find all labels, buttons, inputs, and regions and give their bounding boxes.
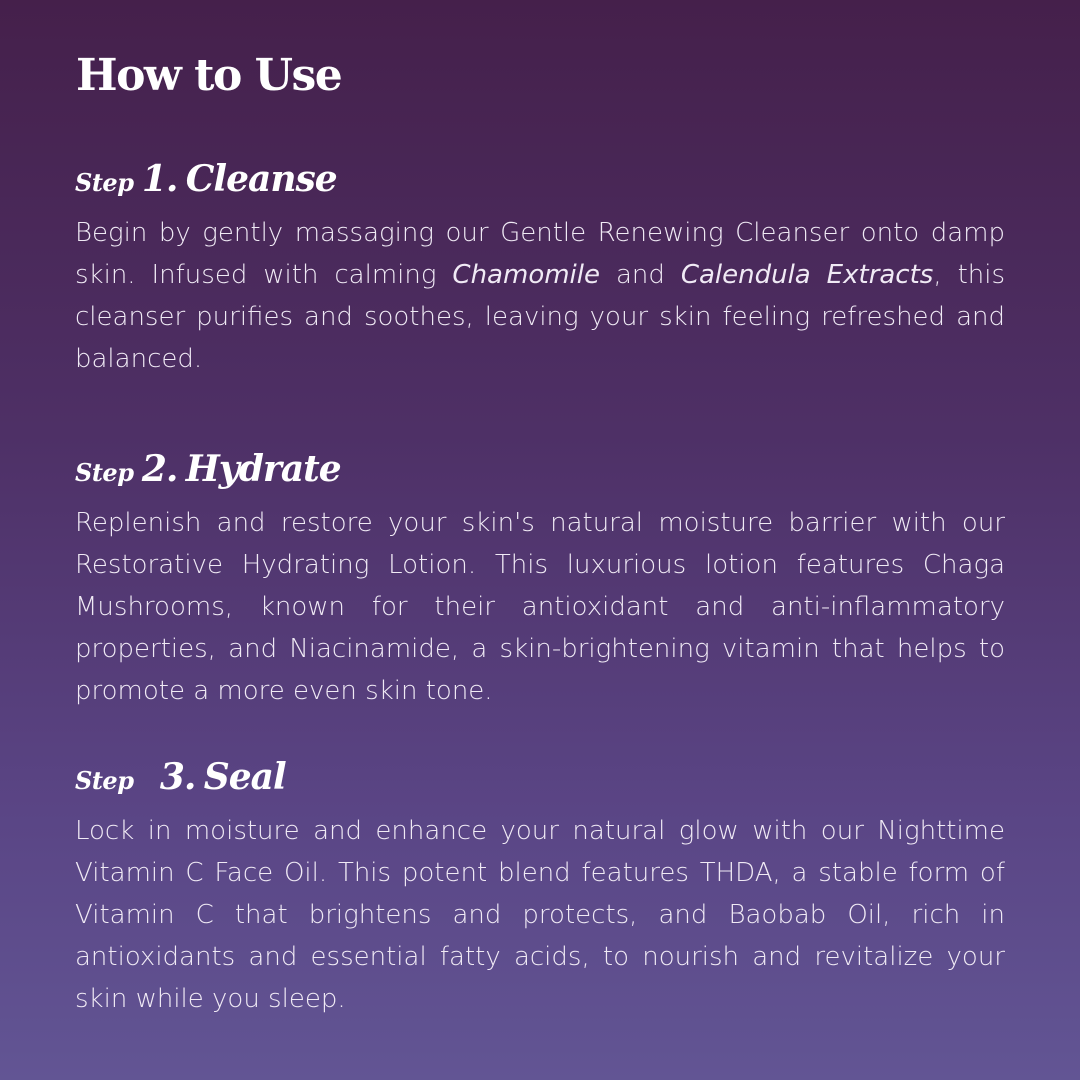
step-name: Cleanse xyxy=(185,158,337,200)
step-number: 2. xyxy=(141,448,178,490)
step-number: 1. xyxy=(141,158,178,200)
step-description: Lock in moisture and enhance your natural glow with our Nighttime Vitamin C Face Oil. This potent blend features THDA, a stable form of Vitamin C that brightens and protects, and Baobab Oil, rich in antioxidants and essential fatty acids, to nourish and revitalize your skin while you sleep. xyxy=(75,815,1005,1014)
step-heading xyxy=(75,758,1005,798)
step-label: Step xyxy=(75,766,134,795)
step-description-text: Begin by gently massaging our Gentle Renewing Cleanser onto damp skin. Infused with calming xyxy=(75,217,1005,290)
step-label: Step xyxy=(75,458,134,487)
step-label: Step xyxy=(75,168,134,197)
step-cleanse xyxy=(75,160,1005,380)
step-heading xyxy=(75,160,1005,200)
ingredient-name: Chamomile xyxy=(452,259,600,290)
step-name: Seal xyxy=(203,756,286,798)
step-number: 3. xyxy=(159,756,196,798)
step-heading xyxy=(75,450,1005,490)
step-hydrate xyxy=(75,450,1005,712)
page-title: How to Use xyxy=(76,50,342,101)
step-seal xyxy=(75,758,1005,1020)
step-description xyxy=(75,212,1005,380)
step-description: Replenish and restore your skin's natural moisture barrier with our Restorative Hydrating Lotion. This luxurious lotion features Chaga Mushrooms, known for their antioxidant and anti-inflammatory properties, and Niacinamide, a skin-brightening vitamin that helps to promote a more even skin tone. xyxy=(75,507,1005,706)
step-description-text: , this cleanser purifies and soothes, leaving your skin feeling refreshed and balanced. xyxy=(75,259,1006,374)
ingredient-name: Calendula Extracts xyxy=(680,259,934,290)
step-description-text: and xyxy=(600,259,681,290)
step-name: Hydrate xyxy=(185,448,341,490)
